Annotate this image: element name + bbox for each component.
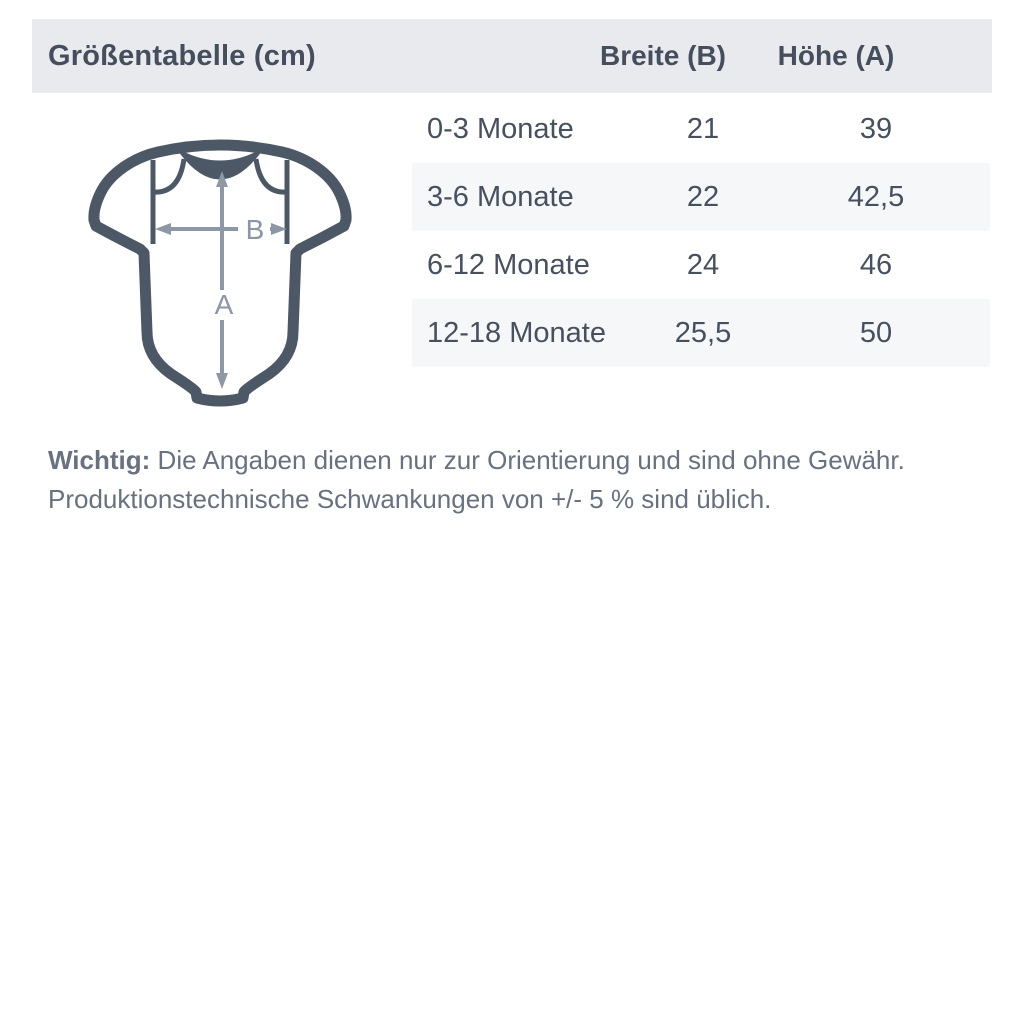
baby-bodysuit-icon [80,130,360,420]
hoehe-value: 46 [859,248,893,281]
column-header-breite: Breite (B) [599,40,726,71]
breite-value: 22 [686,180,720,213]
size-label: 3-6 Monate [427,180,574,213]
bodysuit-diagram [80,130,360,420]
breite-value: 24 [686,248,720,281]
disclaimer-text-1: Die Angaben dienen nur zur Orientierung und sind ohne Gewähr. [157,445,905,475]
size-label: 0-3 Monate [427,112,574,145]
disclaimer-label: Wichtig: [48,445,151,475]
size-table [412,95,990,367]
disclaimer-text-2: Produktionstechnische Schwankungen von +/- 5 % sind üblich. [48,484,772,514]
hoehe-value: 39 [859,112,893,145]
table-row [412,95,990,163]
size-label: 12-18 Monate [427,316,606,349]
breite-value: 21 [686,112,720,145]
size-label: 6-12 Monate [427,248,590,281]
height-arrow-label: A [214,289,234,320]
breite-value: 25,5 [674,316,732,349]
table-row [412,163,990,231]
table-header-band [32,19,992,93]
width-arrow-label: B [245,214,265,245]
disclaimer-line-1 [48,441,978,480]
table-row [412,231,990,299]
disclaimer-note [48,441,978,519]
hoehe-value: 50 [859,316,893,349]
hoehe-value: 42,5 [847,180,905,213]
column-header-hoehe: Höhe (A) [777,40,895,71]
table-row [412,299,990,367]
disclaimer-line-2 [48,480,978,519]
page-title: Größentabelle (cm) [48,39,316,72]
